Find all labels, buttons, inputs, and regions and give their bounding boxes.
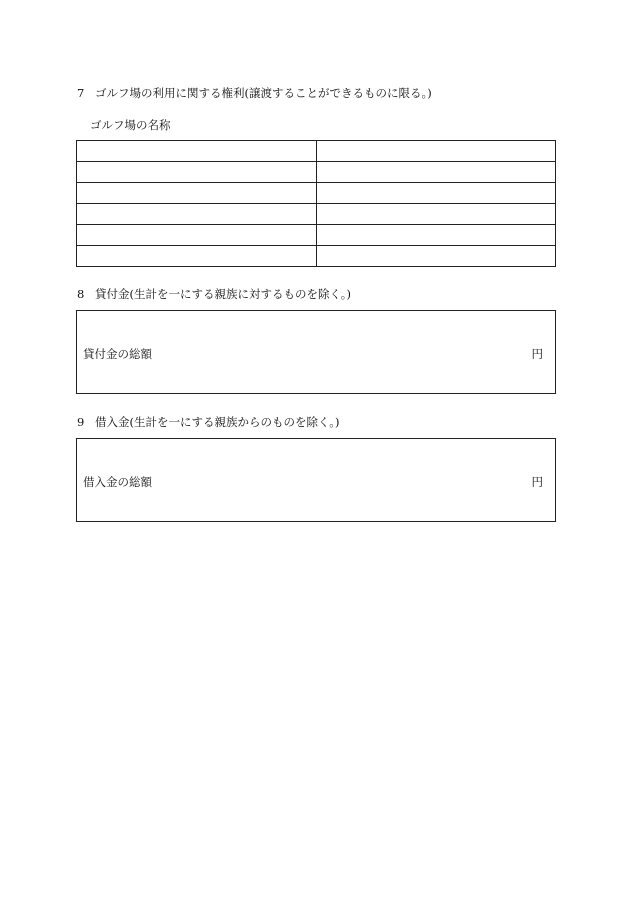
loans-received-total-label: 借入金の総額 [83,475,152,489]
table-cell[interactable] [316,204,556,225]
table-cell[interactable] [77,141,317,162]
table-row [77,204,556,225]
table-row [77,183,556,204]
section-9-heading [77,415,340,429]
table-cell[interactable] [316,225,556,246]
section-7-title: ゴルフ場の利用に関する権利(譲渡することができるものに限る。) [95,86,432,100]
table-cell[interactable] [316,162,556,183]
table-row [77,246,556,267]
loans-received-box[interactable] [76,438,556,522]
section-7-number: 7 [77,86,85,100]
table-cell[interactable] [77,246,317,267]
section-9-title: 借入金(生計を一にする親族からのものを除く。) [95,415,340,429]
loans-given-total-label: 貸付金の総額 [83,347,152,361]
table-row [77,162,556,183]
golf-course-name-label: ゴルフ場の名称 [90,118,171,132]
loans-given-box[interactable] [76,310,556,394]
section-9-number: 9 [77,415,85,429]
yen-unit-label: 円 [531,347,543,361]
table-cell[interactable] [316,183,556,204]
table-row [77,225,556,246]
golf-rights-table [76,140,556,267]
table-cell[interactable] [316,246,556,267]
section-8-heading [77,287,351,301]
table-cell[interactable] [77,204,317,225]
section-8-title: 貸付金(生計を一にする親族に対するものを除く。) [95,287,351,301]
section-8-number: 8 [77,287,85,301]
table-cell[interactable] [316,141,556,162]
section-7-heading [77,86,432,100]
table-row [77,141,556,162]
table-cell[interactable] [77,183,317,204]
table-cell[interactable] [77,162,317,183]
yen-unit-label: 円 [531,475,543,489]
table-cell[interactable] [77,225,317,246]
